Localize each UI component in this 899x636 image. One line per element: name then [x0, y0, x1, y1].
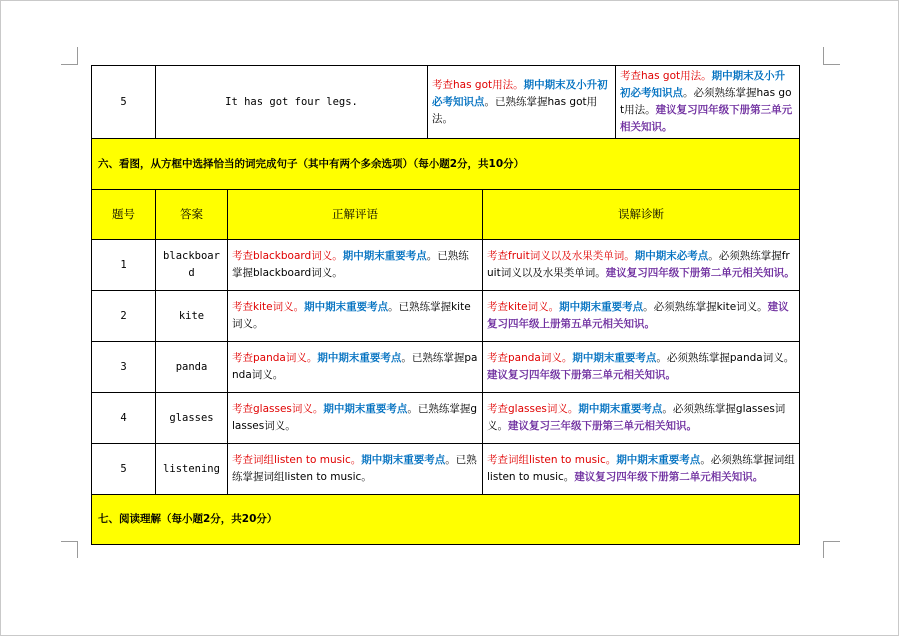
answer-analysis-table: [91, 65, 800, 545]
table-row: [92, 240, 800, 291]
section-title-row: [92, 495, 800, 545]
wrong-diagnosis: [483, 240, 800, 291]
diagnosis-topic: 考查glasses词义。: [487, 403, 579, 415]
comment-importance: 期中期末重要考点: [361, 454, 446, 466]
correct-comment: [228, 444, 483, 495]
answer-word: glasses: [156, 393, 228, 444]
diagnosis-status: 。必须熟练掌握词组listen to music。: [487, 454, 795, 483]
wrong-diagnosis: [483, 342, 800, 393]
header-question-number: 题号: [92, 190, 156, 240]
question-number: 2: [92, 291, 156, 342]
diagnosis-topic: 考查词组listen to music。: [487, 454, 617, 466]
comment-importance: 期中期末重要考点: [304, 301, 389, 313]
diagnosis-importance: 期中期末重要考点: [559, 301, 644, 313]
table-row: [92, 66, 800, 139]
comment-importance: 期中期末及小升初必考知识点: [432, 78, 608, 108]
correct-comment: [228, 393, 483, 444]
comment-status: 。已熟练掌握blackboard词义。: [232, 250, 469, 279]
diagnosis-importance: 期中期末重要考点: [578, 403, 663, 415]
correct-comment: [228, 342, 483, 393]
question-number: 4: [92, 393, 156, 444]
diagnosis-review: 建议复习四年级下册第三单元相关知识。: [487, 369, 677, 381]
comment-status: 。已熟练掌握kite词义。: [232, 301, 471, 330]
table-row: [92, 342, 800, 393]
comment-importance: 期中期末重要考点: [342, 250, 427, 262]
table-row: [92, 393, 800, 444]
crop-mark-bottom-right-h: [823, 541, 840, 542]
diagnosis-topic: 考查has got用法。: [620, 70, 712, 82]
crop-mark-top-right-v: [823, 47, 824, 64]
wrong-diagnosis: [483, 393, 800, 444]
answer-word: panda: [156, 342, 228, 393]
diagnosis-importance: 期中期末重要考点: [616, 454, 701, 466]
question-number: 3: [92, 342, 156, 393]
crop-mark-top-left-h: [61, 64, 78, 65]
crop-mark-bottom-right-v: [823, 541, 824, 558]
diagnosis-topic: 考查panda词义。: [487, 352, 573, 364]
answer-word: blackboard: [156, 240, 228, 291]
diagnosis-topic: 考查fruit词义以及水果类单词。: [487, 250, 635, 262]
answer-word: kite: [156, 291, 228, 342]
section-6-title: 六、看图，从方框中选择恰当的词完成句子（其中有两个多余选项）（每小题2分，共10分）: [92, 139, 800, 190]
comment-topic: 考查panda词义。: [232, 352, 318, 364]
table-row: [92, 291, 800, 342]
comment-status: 。已熟练掌握panda词义。: [232, 352, 478, 381]
correct-comment: [428, 66, 616, 139]
question-sentence: It has got four legs.: [156, 66, 428, 139]
header-answer: 答案: [156, 190, 228, 240]
diagnosis-review: 建议复习四年级下册第二单元相关知识。: [574, 471, 764, 483]
wrong-diagnosis: [483, 291, 800, 342]
comment-topic: 考查glasses词义。: [232, 403, 324, 415]
header-row: [92, 190, 800, 240]
comment-status: 。已熟练掌握glasses词义。: [232, 403, 478, 432]
section-title-row: [92, 139, 800, 190]
diagnosis-review: 建议复习四年级上册第五单元相关知识。: [487, 301, 789, 330]
diagnosis-importance: 期中期末必考点: [634, 250, 709, 262]
wrong-diagnosis: [616, 66, 800, 139]
header-wrong-diagnosis: 误解诊断: [483, 190, 800, 240]
crop-mark-bottom-left-h: [61, 541, 78, 542]
comment-topic: 考查词组listen to music。: [232, 454, 362, 466]
correct-comment: [228, 291, 483, 342]
section-7-title: 七、阅读理解（每小题2分，共20分）: [92, 495, 800, 545]
crop-mark-bottom-left-v: [77, 541, 78, 558]
answer-word: listening: [156, 444, 228, 495]
comment-importance: 期中期末重要考点: [323, 403, 408, 415]
diagnosis-importance: 期中期末重要考点: [572, 352, 657, 364]
crop-mark-top-left-v: [77, 47, 78, 64]
comment-topic: 考查has got用法。: [432, 78, 524, 91]
comment-importance: 期中期末重要考点: [317, 352, 402, 364]
question-number: 5: [92, 444, 156, 495]
question-number: 5: [92, 66, 156, 139]
diagnosis-status: 。必须熟练掌握panda词义。: [656, 352, 795, 364]
diagnosis-topic: 考查kite词义。: [487, 301, 560, 313]
diagnosis-importance: 期中期末及小升初必考知识点: [620, 70, 786, 99]
diagnosis-status: 。必须熟练掌握has got用法。: [620, 87, 792, 116]
table-row: [92, 444, 800, 495]
question-number: 1: [92, 240, 156, 291]
comment-status: 。已熟练掌握词组listen to music。: [232, 454, 477, 483]
correct-comment: [228, 240, 483, 291]
comment-topic: 考查blackboard词义。: [232, 250, 343, 262]
diagnosis-review: 建议复习四年级下册第三单元相关知识。: [620, 104, 793, 133]
crop-mark-top-right-h: [823, 64, 840, 65]
diagnosis-review: 建议复习三年级下册第三单元相关知识。: [508, 420, 698, 432]
diagnosis-status: 。必须熟练掌握glasses词义。: [487, 403, 786, 432]
header-correct-comment: 正解评语: [228, 190, 483, 240]
diagnosis-status: 。必须熟练掌握fruit词义以及水果类单词。: [487, 250, 790, 279]
comment-topic: 考查kite词义。: [232, 301, 305, 313]
wrong-diagnosis: [483, 444, 800, 495]
diagnosis-status: 。必须熟练掌握kite词义。: [643, 301, 768, 313]
diagnosis-review: 建议复习四年级下册第二单元相关知识。: [605, 267, 795, 279]
comment-status: 。已熟练掌握has got用法。: [432, 95, 598, 125]
